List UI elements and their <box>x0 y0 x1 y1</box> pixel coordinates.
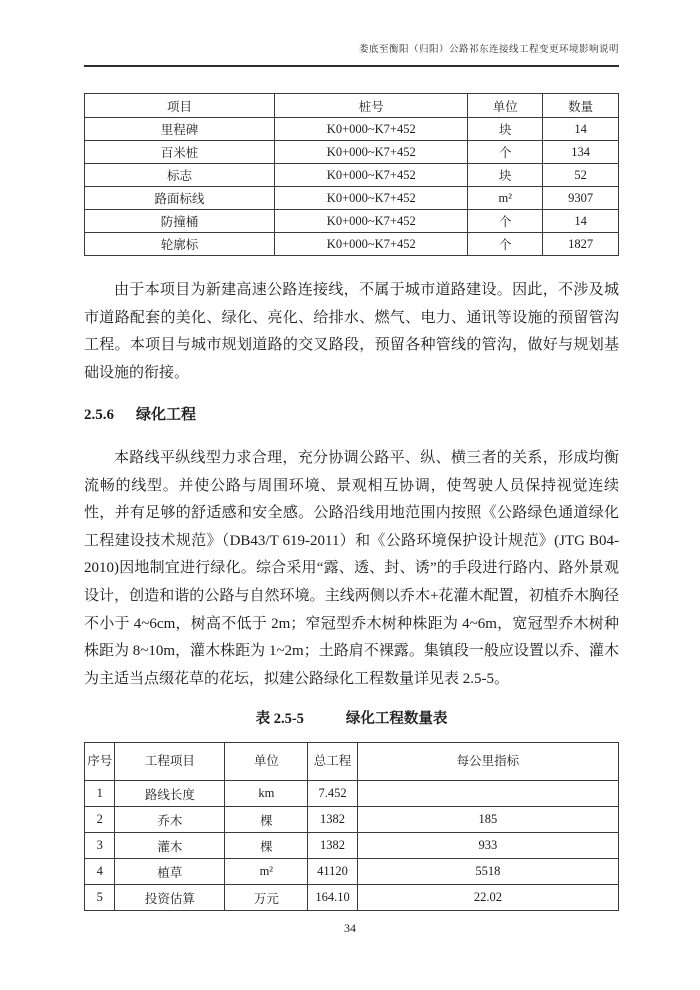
cell: 路面标线 <box>85 187 275 210</box>
cell: 1382 <box>308 833 358 859</box>
cell: K0+000~K7+452 <box>275 210 468 233</box>
cell: 个 <box>468 210 543 233</box>
cell: K0+000~K7+452 <box>275 118 468 141</box>
table-caption-title: 绿化工程数量表 <box>345 711 448 728</box>
table-header-row <box>85 94 619 118</box>
cell: 标志 <box>85 164 275 187</box>
cell: m² <box>225 859 308 885</box>
cell: 1 <box>85 781 115 807</box>
cell: m² <box>468 187 543 210</box>
table-row <box>85 210 619 233</box>
cell: 灌木 <box>115 833 225 859</box>
facilities-table <box>84 93 619 256</box>
table-row <box>85 885 619 911</box>
paragraph-greening-works: 本路线平纵线型力求合理，充分协调公路平、纵、横三者的关系，形成均衡流畅的线型。并使公路与周围环境、景观相互协调，使驾驶人员保持视觉连续性，并有足够的舒适感和安全感。公路沿线用地范围内按照《公路绿色通道绿化工程建设技术规范》（DB43/T 619-2011）和《公路环境保护设计规范》(JTG B04-2010)因地制宜进行绿化。综合采用“露、透、封、诱”的手段进行路内、路外景观设计，创造和谐的公路与自然环境。主线两侧以乔木+花灌木配置，初植乔木胸径不小于 4~6cm，树高不低于 2m；窄冠型乔木树种株距为 4~6m，宽冠型乔木树种株距为 8~10m，灌木株距为 1~2m；土路肩不裸露。集镇段一般应设置以乔、灌木为主适当点缀花草的花坛，拟建公路绿化工程数量详见表 2.5-5。 <box>84 449 619 687</box>
cell: 百米桩 <box>85 141 275 164</box>
header-cell: 序号 <box>85 743 115 781</box>
header-cell: 项目 <box>85 94 275 118</box>
header-cell: 每公里指标 <box>357 743 618 781</box>
section-heading <box>84 402 619 430</box>
cell: 14 <box>543 210 619 233</box>
table-row <box>85 233 619 256</box>
header-rule <box>84 65 619 67</box>
paragraph-pipeline-works: 由于本项目为新建高速公路连接线，不属于城市道路建设。因此，不涉及城市道路配套的美化、绿化、亮化、给排水、燃气、电力、通讯等设施的预留管沟工程。本项目与城市规划道路的交叉路段，预留各种管线的管沟，做好与规划基础设施的衔接。 <box>84 282 619 381</box>
cell: 块 <box>468 118 543 141</box>
document-page <box>84 44 619 911</box>
header-cell: 单位 <box>468 94 543 118</box>
header-cell: 工程项目 <box>115 743 225 781</box>
cell: K0+000~K7+452 <box>275 141 468 164</box>
table-caption-label: 表 2.5-5 <box>255 711 304 728</box>
table-row <box>85 141 619 164</box>
document-header-title: 娄底至衡阳（归阳）公路祁东连接线工程变更环境影响说明 <box>358 45 619 55</box>
table-row <box>85 807 619 833</box>
cell: 4 <box>85 859 115 885</box>
cell: 路线长度 <box>115 781 225 807</box>
cell: 7.452 <box>308 781 358 807</box>
cell: 41120 <box>308 859 358 885</box>
table-caption <box>84 708 619 730</box>
cell: 里程碑 <box>85 118 275 141</box>
cell: 防撞桶 <box>85 210 275 233</box>
cell: 乔木 <box>115 807 225 833</box>
table-row <box>85 164 619 187</box>
greening-quantity-table <box>84 742 619 911</box>
cell: 万元 <box>225 885 308 911</box>
header-cell: 单位 <box>225 743 308 781</box>
cell: 轮廓标 <box>85 233 275 256</box>
cell: 5 <box>85 885 115 911</box>
cell <box>357 781 618 807</box>
cell: 棵 <box>225 833 308 859</box>
cell: 5518 <box>357 859 618 885</box>
cell: 52 <box>543 164 619 187</box>
cell: 185 <box>357 807 618 833</box>
page-number: 34 <box>344 921 356 935</box>
cell: 1827 <box>543 233 619 256</box>
cell: 个 <box>468 233 543 256</box>
cell: 棵 <box>225 807 308 833</box>
cell: 植草 <box>115 859 225 885</box>
header-cell: 总工程 <box>308 743 358 781</box>
cell: 块 <box>468 164 543 187</box>
cell: 3 <box>85 833 115 859</box>
cell: K0+000~K7+452 <box>275 233 468 256</box>
cell: 2 <box>85 807 115 833</box>
header-cell: 桩号 <box>275 94 468 118</box>
section-number: 2.5.6 <box>84 407 114 424</box>
cell: 1382 <box>308 807 358 833</box>
cell: 个 <box>468 141 543 164</box>
section-title: 绿化工程 <box>136 407 197 424</box>
table-row <box>85 187 619 210</box>
cell: 9307 <box>543 187 619 210</box>
cell: 14 <box>543 118 619 141</box>
table-row <box>85 118 619 141</box>
cell: 933 <box>357 833 618 859</box>
header-cell: 数量 <box>543 94 619 118</box>
cell: 22.02 <box>357 885 618 911</box>
cell: 134 <box>543 141 619 164</box>
table-row <box>85 781 619 807</box>
cell: 投资估算 <box>115 885 225 911</box>
cell: 164.10 <box>308 885 358 911</box>
cell: K0+000~K7+452 <box>275 164 468 187</box>
cell: K0+000~K7+452 <box>275 187 468 210</box>
cell: km <box>225 781 308 807</box>
table-header-row <box>85 743 619 781</box>
table-row <box>85 859 619 885</box>
table-row <box>85 833 619 859</box>
